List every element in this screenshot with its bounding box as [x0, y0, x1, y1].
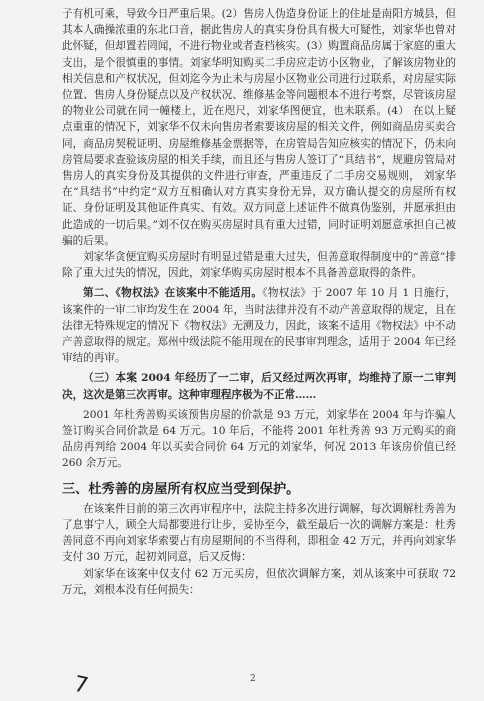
paragraph-property-law: [62, 285, 456, 366]
section-heading-three: 三、杜秀善的房屋所有权应当受到保护。: [62, 481, 300, 497]
paragraph-fault-analysis: 子有机可乘，导致今日严重后果。(2）售房人伪造身份证上的住址是南阳方城县，但其本人确操浓重的东北口音，据此售房人的真实身份具有极大可疑性，刘家华也曾对此怀疑，但却置若罔闻，不进行物业或者查档核实。(3）购置商品房属于家庭的重大支出，是个很慎重的事情。刘家华明知购买二手房应走访小区物业，了解该房物业的相关信息和产权状况，但刘迄今为止未与房屋小区物业公司进行过联系，对房屋实际位置、售房人身份疑点以及产权状况、维修基金等问题根本不进行考察，尽管该房屋的物业公司就在同一幢楼上，近在咫尺，刘家华图便宜，也未联系。(4） 在以上疑点重重的情况下，刘家华不仅未向售房者索要该房屋的相关文件，例如商品房买卖合同，商品房契税证明、房屋维修基金票据等，在房管局告知应核实的情况下，仍未向房管局要求查验该房屋的相关手续，而且还与售房人签订了“具结书”，规避房管局对售房人的真实身份及其提供的文件进行审查，严重违反了二手房交易规则， 刘家华在“具结书”中约定“双方互相确认对方真实身份无异，双方确认提交的房屋所有权证、身份证明及其他证件真实、有效。双方同意上述证件不做真伪鉴别，并愿承担由此造成的一切后果。”刘不仅在购买房屋时具有重大过错，同时证明刘愿意承担自己被骗的后果。: [62, 8, 456, 247]
paragraph-retrial-history: （三）本案 2004 年经历了一二审，后又经过两次再审，均维持了原一二审判决，这次是第三次再审。这种审理程序极为不正常……: [62, 372, 456, 401]
paragraph-no-loss: 刘家华在该案中仅支付 62 万元买房，但依次调解方案，刘从该案中可获取 72 万元，刘根本没有任何损失：: [62, 567, 456, 596]
paragraph-gross-negligence: 刘家华贪便宜购买房屋时有明显过错是重大过失，但善意取得制度中的“善意”排除了重大过失的情况，因此，刘家华购买房屋时根本不具备善意取得的条件。: [62, 251, 456, 280]
paragraph-property-law-body: 《物权法》于 2007 年 10 月 1 日施行，该案件的一审二审均发生在 2004 年，当时法律并没有不动产善意取得的规定，且在法律无特殊规定的情况下《物权法》无溯及力，因此，该案不适用《物权法》中不动产善意取得的规定。郑州中级法院不能用现在的民事审判理念，适用于 2004 年已经审结的再审。: [62, 287, 456, 365]
page-number: 2: [250, 674, 256, 684]
paragraph-price-comparison: 2001 年杜秀善购买该预售房屋的价款是 93 万元，刘家华在 2004 年与诈骗人签订购买合同价款是 64 万元。10 年后，不能将 2001 年杜秀善 93 万元购买的商品房再判给 2004 年以买卖合同价 64 万元的刘家华，何况 2013 年该房价值已经 260 余万元。: [62, 408, 456, 470]
paragraph-mediation: 在该案件目前的第三次再审程序中，法院主持多次进行调解，每次调解杜秀善为了息事宁人，顾全大局都要进行让步，妥协至今，截至最后一次的调解方案是：杜秀善同意不再向刘家华索要占有房屋期间的不当得利，即租金 42 万元，并再向刘家华支付 30 万元，起初刘同意，后又反悔：: [62, 502, 456, 564]
handwritten-mark: 7: [71, 671, 91, 700]
section-heading-second: 第二、《物权法》在该案中不能适用。: [83, 287, 263, 300]
